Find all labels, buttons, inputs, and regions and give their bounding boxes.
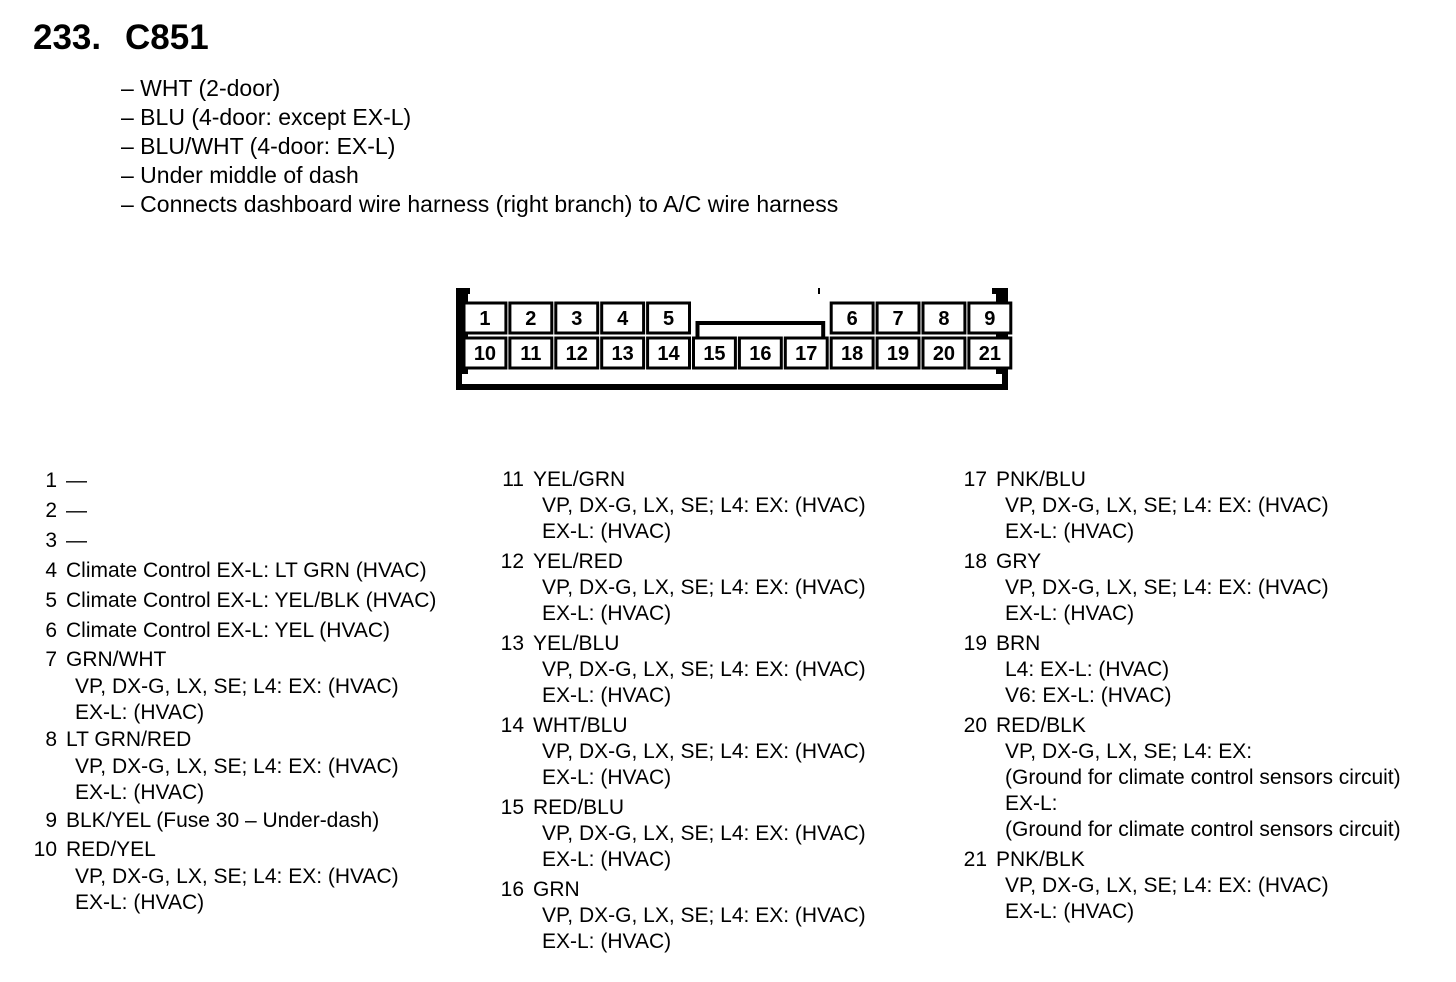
page-title bbox=[33, 20, 209, 55]
pin-wire-label: BRN bbox=[996, 632, 1041, 655]
connector-face-diagram bbox=[450, 285, 1014, 395]
pin-entry bbox=[500, 548, 866, 627]
cavity-number: 16 bbox=[749, 343, 772, 365]
cavity-number: 17 bbox=[795, 343, 818, 365]
pin-detail-line: VP, DX-G, LX, SE; L4: EX: (HVAC) bbox=[542, 740, 866, 763]
pin-number: 14 bbox=[500, 714, 524, 737]
connector-tab-right-foot bbox=[996, 370, 1008, 374]
pin-entry-header bbox=[500, 466, 866, 493]
pin-list-column-1 bbox=[33, 466, 436, 916]
pin-entry-header bbox=[33, 556, 436, 586]
pin-entry bbox=[500, 712, 866, 791]
cavity-number: 2 bbox=[525, 308, 537, 330]
pin-entry-header bbox=[963, 548, 1401, 575]
pin-entry bbox=[963, 712, 1401, 843]
pin-detail-line: EX-L: (HVAC) bbox=[542, 602, 672, 625]
pin-detail-line: EX-L: (HVAC) bbox=[542, 684, 672, 707]
cavity-number: 20 bbox=[932, 343, 956, 365]
item-number: 233. bbox=[33, 18, 102, 57]
pin-entry-header bbox=[500, 712, 866, 739]
pin-number: 10 bbox=[33, 838, 57, 861]
pin-detail-line: VP, DX-G, LX, SE; L4: EX: (HVAC) bbox=[542, 822, 866, 845]
pin-detail-line: EX-L: (HVAC) bbox=[1005, 602, 1135, 625]
connector-notch-right bbox=[820, 288, 992, 294]
pin-entry-header bbox=[33, 496, 436, 526]
pin-entry-header bbox=[33, 586, 436, 616]
pin-entry-header bbox=[33, 726, 436, 754]
pin-number: 18 bbox=[963, 550, 987, 573]
pin-entry bbox=[33, 466, 436, 496]
pin-wire-label: YEL/GRN bbox=[533, 468, 626, 491]
pin-entry-header bbox=[500, 548, 866, 575]
description-line: – Under middle of dash bbox=[121, 162, 359, 188]
cavity-number: 15 bbox=[703, 343, 726, 365]
pin-entry-header bbox=[33, 836, 436, 864]
cavity-number: 12 bbox=[565, 343, 588, 365]
pin-wire-label: — bbox=[66, 469, 87, 492]
pin-list-column-3 bbox=[963, 466, 1401, 928]
pin-detail-line: EX-L: (HVAC) bbox=[75, 781, 205, 804]
pin-list-column-2 bbox=[500, 466, 866, 958]
cavity-number: 10 bbox=[473, 343, 497, 365]
pin-wire-label: LT GRN/RED bbox=[66, 728, 192, 751]
cavity-number: 4 bbox=[617, 308, 629, 330]
pin-entry-header bbox=[963, 712, 1401, 739]
pin-number: 17 bbox=[963, 468, 987, 491]
pin-entry-header bbox=[33, 806, 436, 836]
pin-entry bbox=[33, 556, 436, 586]
pin-wire-label: RED/YEL bbox=[66, 838, 156, 861]
pin-entry bbox=[963, 630, 1401, 709]
pin-entry-header bbox=[33, 526, 436, 556]
pin-number: 1 bbox=[45, 469, 57, 492]
pin-number: 7 bbox=[45, 648, 57, 671]
pin-wire-label: Climate Control EX-L: YEL (HVAC) bbox=[66, 619, 391, 642]
pin-detail-line: (Ground for climate control sensors circuit) bbox=[1005, 818, 1401, 841]
pin-detail-line: EX-L: (HVAC) bbox=[542, 930, 672, 953]
pin-detail-line: (Ground for climate control sensors circuit) bbox=[1005, 766, 1401, 789]
pin-detail-line: VP, DX-G, LX, SE; L4: EX: (HVAC) bbox=[75, 675, 399, 698]
pin-wire-label: GRN/WHT bbox=[66, 648, 167, 671]
pin-entry-header bbox=[33, 646, 436, 674]
pin-number: 4 bbox=[45, 559, 57, 582]
pin-wire-label: YEL/RED bbox=[533, 550, 623, 573]
pin-wire-label: BLK/YEL (Fuse 30 – Under-dash) bbox=[66, 809, 380, 832]
pin-detail-line: EX-L: (HVAC) bbox=[542, 848, 672, 871]
cavity-number: 1 bbox=[479, 308, 491, 330]
pin-wire-label: Climate Control EX-L: YEL/BLK (HVAC) bbox=[66, 589, 437, 612]
cavity-number: 7 bbox=[892, 308, 904, 330]
description-line: – WHT (2-door) bbox=[121, 75, 281, 101]
pin-number: 13 bbox=[500, 632, 524, 655]
pin-entry bbox=[500, 794, 866, 873]
pin-detail-line: VP, DX-G, LX, SE; L4: EX: (HVAC) bbox=[1005, 874, 1329, 897]
pin-detail-line: VP, DX-G, LX, SE; L4: EX: (HVAC) bbox=[542, 658, 866, 681]
pin-number: 20 bbox=[963, 714, 987, 737]
cavity-number: 13 bbox=[611, 343, 634, 365]
pin-detail-line: VP, DX-G, LX, SE; L4: EX: (HVAC) bbox=[1005, 576, 1329, 599]
cavity-number: 19 bbox=[886, 343, 910, 365]
pin-entry bbox=[963, 846, 1401, 925]
connector-id: C851 bbox=[125, 18, 209, 57]
pin-number: 2 bbox=[45, 499, 57, 522]
pin-entry bbox=[963, 548, 1401, 627]
pin-detail-line: VP, DX-G, LX, SE; L4: EX: bbox=[1005, 740, 1253, 763]
cavity-number: 3 bbox=[571, 308, 583, 330]
pin-wire-label: Climate Control EX-L: LT GRN (HVAC) bbox=[66, 559, 427, 582]
pin-entry bbox=[33, 616, 436, 646]
pin-wire-label: PNK/BLK bbox=[996, 848, 1085, 871]
pin-entry bbox=[33, 806, 436, 836]
pin-number: 5 bbox=[45, 589, 57, 612]
pin-detail-line: EX-L: (HVAC) bbox=[75, 701, 205, 724]
pin-detail-line: VP, DX-G, LX, SE; L4: EX: (HVAC) bbox=[542, 904, 866, 927]
pin-entry-header bbox=[500, 876, 866, 903]
pin-detail-line: EX-L: (HVAC) bbox=[75, 891, 205, 914]
pin-wire-label: RED/BLU bbox=[533, 796, 625, 819]
pin-entry bbox=[500, 466, 866, 545]
pin-entry-header bbox=[500, 794, 866, 821]
description-line: – Connects dashboard wire harness (right branch) to A/C wire harness bbox=[121, 191, 839, 217]
pin-entry-header bbox=[33, 616, 436, 646]
cavity-number: 14 bbox=[657, 343, 680, 365]
pin-entry bbox=[33, 836, 436, 916]
pin-entry bbox=[33, 726, 436, 806]
pin-wire-label: WHT/BLU bbox=[533, 714, 628, 737]
pin-number: 16 bbox=[500, 878, 524, 901]
cavity-number: 11 bbox=[520, 343, 542, 365]
pin-entry-header bbox=[963, 466, 1401, 493]
pin-detail-line: V6: EX-L: (HVAC) bbox=[1005, 684, 1172, 707]
pin-wire-label: RED/BLK bbox=[996, 714, 1086, 737]
description-line: – BLU (4-door: except EX-L) bbox=[121, 104, 412, 130]
pin-entry bbox=[33, 646, 436, 726]
pin-detail-line: VP, DX-G, LX, SE; L4: EX: (HVAC) bbox=[75, 865, 399, 888]
pin-number: 15 bbox=[500, 796, 524, 819]
connector-notch-left bbox=[470, 288, 818, 294]
cavity-number: 21 bbox=[978, 343, 1001, 365]
pin-entry-header bbox=[963, 630, 1401, 657]
pin-number: 6 bbox=[45, 619, 57, 642]
pin-entry bbox=[500, 876, 866, 955]
pin-entry bbox=[33, 526, 436, 556]
pin-number: 12 bbox=[500, 550, 524, 573]
cavity-number: 9 bbox=[984, 308, 996, 330]
cavity-number: 8 bbox=[938, 308, 950, 330]
pin-detail-line: VP, DX-G, LX, SE; L4: EX: (HVAC) bbox=[542, 576, 866, 599]
pin-number: 11 bbox=[502, 468, 524, 491]
pin-entry-header bbox=[963, 846, 1401, 873]
connector-tab-left-foot bbox=[456, 370, 468, 374]
pin-wire-label: PNK/BLU bbox=[996, 468, 1086, 491]
pin-detail-line: EX-L: (HVAC) bbox=[1005, 520, 1135, 543]
pin-entry-header bbox=[33, 466, 436, 496]
pin-number: 21 bbox=[963, 848, 987, 871]
pin-number: 19 bbox=[963, 632, 987, 655]
description-line: – BLU/WHT (4-door: EX-L) bbox=[121, 133, 396, 159]
pin-number: 3 bbox=[45, 529, 57, 552]
pin-entry-header bbox=[500, 630, 866, 657]
pin-detail-line: EX-L: (HVAC) bbox=[542, 766, 672, 789]
pin-wire-label: YEL/BLU bbox=[533, 632, 620, 655]
pin-number: 9 bbox=[45, 809, 57, 832]
pin-wire-label: — bbox=[66, 529, 87, 552]
cavity-number: 18 bbox=[841, 343, 864, 365]
pin-detail-line: VP, DX-G, LX, SE; L4: EX: (HVAC) bbox=[542, 494, 866, 517]
pin-detail-line: EX-L: (HVAC) bbox=[542, 520, 672, 543]
pin-wire-label: — bbox=[66, 499, 87, 522]
pin-entry bbox=[33, 586, 436, 616]
pin-entry bbox=[33, 496, 436, 526]
cavity-number: 5 bbox=[662, 308, 675, 330]
pin-detail-line: EX-L: (HVAC) bbox=[1005, 900, 1135, 923]
pin-number: 8 bbox=[45, 728, 57, 751]
pin-detail-line: L4: EX-L: (HVAC) bbox=[1005, 658, 1170, 681]
connector-description bbox=[121, 74, 838, 219]
pin-wire-label: GRY bbox=[996, 550, 1042, 573]
pin-detail-line: EX-L: bbox=[1005, 792, 1058, 815]
pin-detail-line: VP, DX-G, LX, SE; L4: EX: (HVAC) bbox=[1005, 494, 1329, 517]
pin-wire-label: GRN bbox=[533, 878, 580, 901]
pin-detail-line: VP, DX-G, LX, SE; L4: EX: (HVAC) bbox=[75, 755, 399, 778]
cavity-number: 6 bbox=[846, 308, 858, 330]
pin-entry bbox=[963, 466, 1401, 545]
pin-entry bbox=[500, 630, 866, 709]
